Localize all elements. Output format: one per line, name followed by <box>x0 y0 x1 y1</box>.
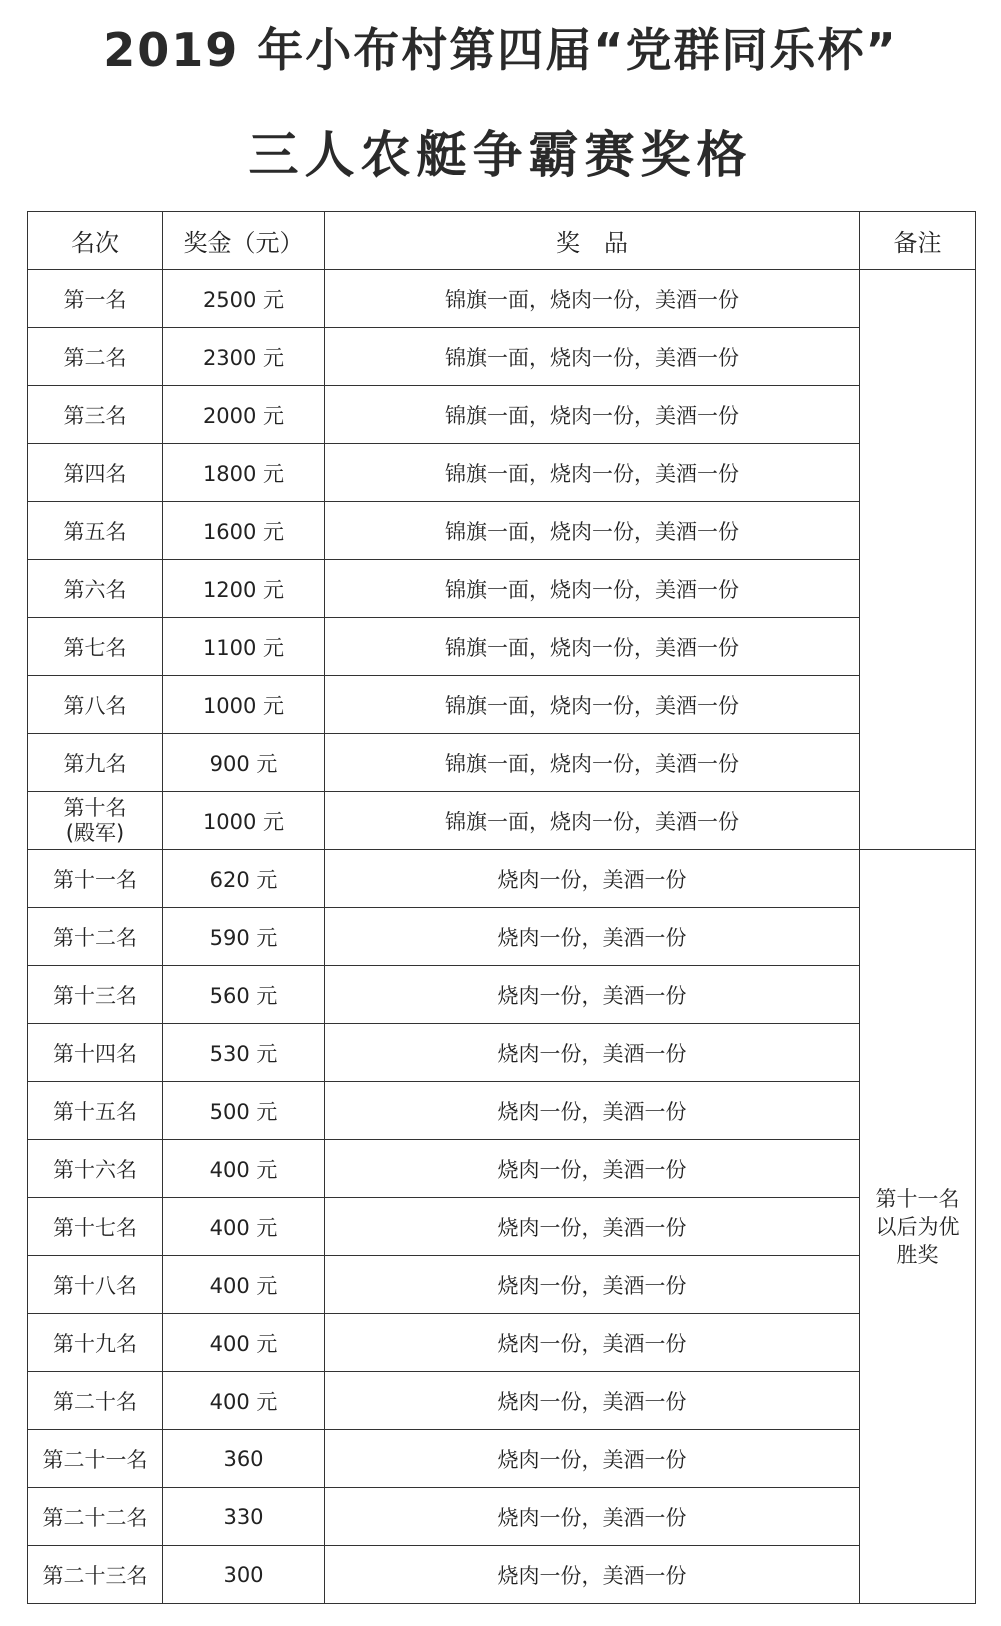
table-row <box>28 560 976 618</box>
prizes-cell: 锦旗一面，烧肉一份，美酒一份 <box>325 734 860 792</box>
rank-cell: 第十九名 <box>28 1314 163 1372</box>
prizes-cell: 锦旗一面，烧肉一份，美酒一份 <box>325 386 860 444</box>
rank-cell: 第二十三名 <box>28 1546 163 1604</box>
money-cell: 2000 元 <box>163 386 325 444</box>
header-prizes-label: 奖品 <box>556 229 652 257</box>
money-cell: 2300 元 <box>163 328 325 386</box>
table-row <box>28 1198 976 1256</box>
note-line: 胜奖 <box>896 1242 939 1267</box>
table-row <box>28 328 976 386</box>
table-row <box>28 734 976 792</box>
note-cell-empty <box>860 270 976 850</box>
prizes-cell: 锦旗一面，烧肉一份，美酒一份 <box>325 792 860 850</box>
header-rank: 名次 <box>28 212 163 270</box>
prizes-cell: 烧肉一份，美酒一份 <box>325 1314 860 1372</box>
rank-label: 第十名 <box>63 795 127 820</box>
money-cell: 620 元 <box>163 850 325 908</box>
rank-cell: 第十二名 <box>28 908 163 966</box>
table-row <box>28 1430 976 1488</box>
rank-cell: 第十四名 <box>28 1024 163 1082</box>
table-row <box>28 270 976 328</box>
prizes-cell: 烧肉一份，美酒一份 <box>325 1430 860 1488</box>
header-note: 备注 <box>860 212 976 270</box>
table-row <box>28 1546 976 1604</box>
prizes-cell: 烧肉一份，美酒一份 <box>325 908 860 966</box>
money-cell: 400 元 <box>163 1198 325 1256</box>
money-cell: 360 <box>163 1430 325 1488</box>
table-row <box>28 502 976 560</box>
table-row <box>28 1314 976 1372</box>
rank-cell: 第十六名 <box>28 1140 163 1198</box>
rank-cell: 第二名 <box>28 328 163 386</box>
table-row <box>28 1488 976 1546</box>
money-cell: 590 元 <box>163 908 325 966</box>
table-row <box>28 676 976 734</box>
rank-cell: 第九名 <box>28 734 163 792</box>
table-row <box>28 792 976 850</box>
rank-cell: 第二十二名 <box>28 1488 163 1546</box>
rank-cell: 第二十一名 <box>28 1430 163 1488</box>
prizes-cell: 锦旗一面，烧肉一份，美酒一份 <box>325 502 860 560</box>
table-row <box>28 966 976 1024</box>
money-cell: 400 元 <box>163 1140 325 1198</box>
note-line: 以后为优 <box>875 1214 960 1239</box>
rank-cell: 第七名 <box>28 618 163 676</box>
prizes-cell: 锦旗一面，烧肉一份，美酒一份 <box>325 618 860 676</box>
table-row <box>28 1024 976 1082</box>
prizes-cell: 烧肉一份，美酒一份 <box>325 1140 860 1198</box>
rank-cell: 第十八名 <box>28 1256 163 1314</box>
page-title: 2019 年小布村第四届“党群同乐杯” <box>103 23 898 77</box>
money-cell: 300 <box>163 1546 325 1604</box>
rank-cell: 第十五名 <box>28 1082 163 1140</box>
rank-cell: 第六名 <box>28 560 163 618</box>
table-row <box>28 1140 976 1198</box>
table-row <box>28 908 976 966</box>
rank-cell: 第五名 <box>28 502 163 560</box>
rank-cell: 第十三名 <box>28 966 163 1024</box>
page-subtitle: 三人农艇争霸赛奖格 <box>248 126 753 184</box>
money-cell: 400 元 <box>163 1256 325 1314</box>
prizes-cell: 锦旗一面，烧肉一份，美酒一份 <box>325 444 860 502</box>
prizes-cell: 锦旗一面，烧肉一份，美酒一份 <box>325 328 860 386</box>
money-cell: 1600 元 <box>163 502 325 560</box>
rank-cell: 第三名 <box>28 386 163 444</box>
rank-sublabel: (殿军) <box>65 820 125 845</box>
prizes-cell: 烧肉一份，美酒一份 <box>325 966 860 1024</box>
note-line: 第十一名 <box>875 1186 960 1211</box>
prizes-cell: 锦旗一面，烧肉一份，美酒一份 <box>325 270 860 328</box>
prizes-cell: 烧肉一份，美酒一份 <box>325 1372 860 1430</box>
money-cell: 900 元 <box>163 734 325 792</box>
rank-cell: 第一名 <box>28 270 163 328</box>
prizes-cell: 烧肉一份，美酒一份 <box>325 1198 860 1256</box>
rank-cell: 第八名 <box>28 676 163 734</box>
note-cell <box>860 850 976 1604</box>
prizes-cell: 烧肉一份，美酒一份 <box>325 1546 860 1604</box>
prizes-cell: 烧肉一份，美酒一份 <box>325 1488 860 1546</box>
money-cell: 1100 元 <box>163 618 325 676</box>
table-header-row <box>28 212 976 270</box>
prizes-cell: 烧肉一份，美酒一份 <box>325 1024 860 1082</box>
prizes-cell: 烧肉一份，美酒一份 <box>325 1256 860 1314</box>
header-prizes <box>325 212 860 270</box>
table-row <box>28 386 976 444</box>
money-cell: 530 元 <box>163 1024 325 1082</box>
header-prize-money: 奖金（元） <box>163 212 325 270</box>
table-row <box>28 618 976 676</box>
prizes-cell: 烧肉一份，美酒一份 <box>325 1082 860 1140</box>
money-cell: 2500 元 <box>163 270 325 328</box>
table-row <box>28 1372 976 1430</box>
table-row <box>28 444 976 502</box>
prizes-cell: 烧肉一份，美酒一份 <box>325 850 860 908</box>
money-cell: 560 元 <box>163 966 325 1024</box>
prize-table <box>27 211 976 1604</box>
money-cell: 1200 元 <box>163 560 325 618</box>
rank-cell <box>28 792 163 850</box>
rank-cell: 第二十名 <box>28 1372 163 1430</box>
money-cell: 330 <box>163 1488 325 1546</box>
rank-cell: 第四名 <box>28 444 163 502</box>
prizes-cell: 锦旗一面，烧肉一份，美酒一份 <box>325 676 860 734</box>
rank-cell: 第十一名 <box>28 850 163 908</box>
money-cell: 500 元 <box>163 1082 325 1140</box>
money-cell: 1800 元 <box>163 444 325 502</box>
money-cell: 400 元 <box>163 1372 325 1430</box>
money-cell: 400 元 <box>163 1314 325 1372</box>
table-row <box>28 1082 976 1140</box>
table-row <box>28 850 976 908</box>
money-cell: 1000 元 <box>163 792 325 850</box>
prizes-cell: 锦旗一面，烧肉一份，美酒一份 <box>325 560 860 618</box>
money-cell: 1000 元 <box>163 676 325 734</box>
rank-cell: 第十七名 <box>28 1198 163 1256</box>
table-row <box>28 1256 976 1314</box>
